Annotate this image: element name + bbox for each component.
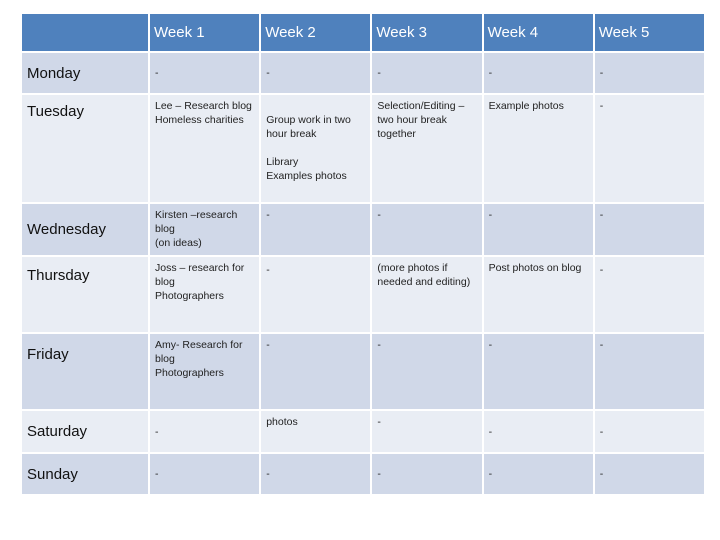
corner-cell <box>22 14 148 51</box>
table-cell: - <box>372 454 481 494</box>
day-label: Thursday <box>22 257 148 332</box>
week-4-header: Week 4 <box>484 14 593 51</box>
table-cell: Kirsten –research blog (on ideas) <box>150 204 259 255</box>
week-2-header: Week 2 <box>261 14 370 51</box>
table-cell: - <box>484 53 593 93</box>
table-cell: Post photos on blog <box>484 257 593 332</box>
table-cell: Example photos <box>484 95 593 202</box>
table-row-friday <box>22 334 704 409</box>
table-cell: Lee – Research blog Homeless charities <box>150 95 259 202</box>
table-cell: - <box>595 411 704 452</box>
table-cell: - <box>150 411 259 452</box>
table-cell: - <box>372 53 481 93</box>
table-cell: - <box>484 454 593 494</box>
week-1-header: Week 1 <box>150 14 259 51</box>
table-cell: - <box>261 257 370 332</box>
table-cell: - <box>595 95 704 202</box>
table-row-monday <box>22 53 704 93</box>
table-cell: (more photos if needed and editing) <box>372 257 481 332</box>
header-row <box>22 14 704 51</box>
table-cell: Group work in two hour break Library Examples photos <box>261 95 370 202</box>
day-label: Monday <box>22 53 148 93</box>
table-cell: - <box>595 454 704 494</box>
week-5-header: Week 5 <box>595 14 704 51</box>
schedule-table <box>20 12 706 496</box>
table-cell: Joss – research for blog Photographers <box>150 257 259 332</box>
table-row-tuesday <box>22 95 704 202</box>
table-cell: - <box>595 204 704 255</box>
day-label: Tuesday <box>22 95 148 202</box>
table-row-thursday <box>22 257 704 332</box>
table-cell: Selection/Editing – two hour break together <box>372 95 481 202</box>
table-cell: - <box>261 204 370 255</box>
table-row-sunday <box>22 454 704 494</box>
table-cell: - <box>372 411 481 452</box>
table-cell: - <box>484 411 593 452</box>
table-cell: - <box>150 454 259 494</box>
table-cell: - <box>261 53 370 93</box>
week-3-header: Week 3 <box>372 14 481 51</box>
day-label: Friday <box>22 334 148 409</box>
day-label: Saturday <box>22 411 148 452</box>
table-cell: - <box>595 257 704 332</box>
table-cell: photos <box>261 411 370 452</box>
table-cell: - <box>595 53 704 93</box>
table-row-wednesday <box>22 204 704 255</box>
table-cell: Amy- Research for blog Photographers <box>150 334 259 409</box>
table-row-saturday <box>22 411 704 452</box>
day-label: Sunday <box>22 454 148 494</box>
table-cell: - <box>484 204 593 255</box>
day-label: Wednesday <box>22 204 148 255</box>
table-cell: - <box>372 334 481 409</box>
table-cell: - <box>595 334 704 409</box>
table-cell: - <box>261 334 370 409</box>
table-cell: - <box>150 53 259 93</box>
table-cell: - <box>261 454 370 494</box>
table-cell: - <box>372 204 481 255</box>
table-cell: - <box>484 334 593 409</box>
